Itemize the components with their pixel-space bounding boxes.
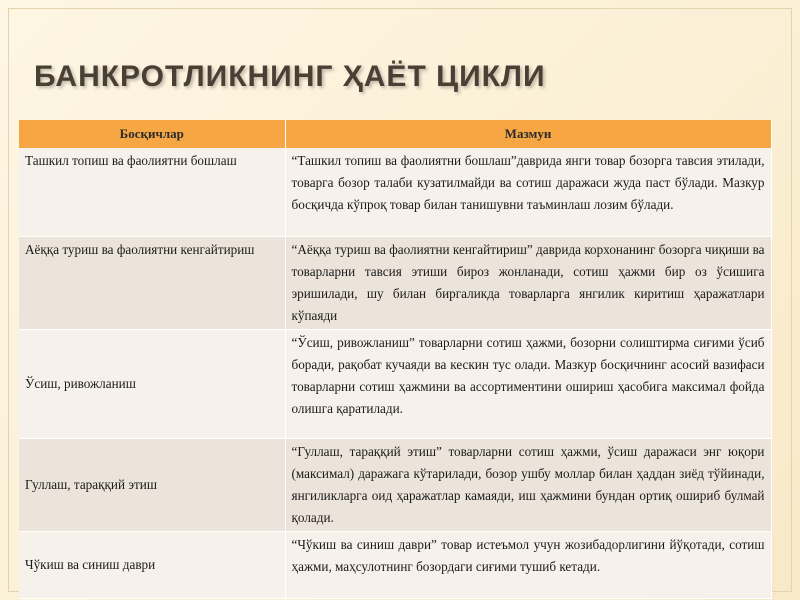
- table-row: [19, 532, 771, 599]
- table-row: [19, 439, 771, 532]
- content-cell: “Ташкил топиш ва фаолиятни бошлаш”даврида янги товар бозорга тавсия этилади, товарга бозор талаби кузатилмайди ва сотиш даражаси жуда паст бўлади. Мазкур босқичда кўпроқ товар билан танишувни таъминлаш лозим бўлади.: [285, 148, 771, 237]
- column-header-content: Мазмун: [285, 120, 771, 148]
- table-row: [19, 148, 771, 237]
- stage-cell: Гуллаш, тараққий этиш: [19, 439, 285, 532]
- content-cell: “Гуллаш, тараққий этиш” товарларни сотиш ҳажми, ўсиш даражаси энг юқори (максимал) даражага кўтарилади, бозор ушбу моллар билан ҳаддан зиёд тўйинади, янгиликларга оид ҳаражатлар камаяди, иш ҳажмини бундан ортиқ ошириб булмай қолади.: [285, 439, 771, 532]
- table-header-row: [19, 120, 771, 148]
- stage-cell: Ташкил топиш ва фаолиятни бошлаш: [19, 148, 285, 237]
- lifecycle-table: [19, 120, 772, 599]
- page-title: БАНКРОТЛИКНИНГ ҲАЁТ ЦИКЛИ: [34, 60, 546, 93]
- table-row: [19, 330, 771, 439]
- stage-cell: Аёққа туриш ва фаолиятни кенгайтириш: [19, 237, 285, 330]
- content-cell: “Аёққа туриш ва фаолиятни кенгайтириш” даврида корхонанинг бозорга чиқиши ва товарларни тавсия этиши бироз жонланади, сотиш ҳажми бир оз ўсишига эришилади, шу билан биргаликда товарларга янгилик киритиш ҳаражатлари кўпаяди: [285, 237, 771, 330]
- column-header-stages: Босқичлар: [19, 120, 285, 148]
- stage-cell: Ўсиш, ривожланиш: [19, 330, 285, 439]
- stage-cell: Чўкиш ва синиш даври: [19, 532, 285, 599]
- table-row: [19, 237, 771, 330]
- content-cell: “Ўсиш, ривожланиш” товарларни сотиш ҳажми, бозорни солиштирма сиғими ўсиб боради, рақобат кучаяди ва кескин тус олади. Мазкур босқичнинг асосий вазифаси товарларни сотиш ҳажмини ва ассортиментини ошириш ҳасобига максимал фойда олишга қаратилади.: [285, 330, 771, 439]
- content-cell: “Чўкиш ва синиш даври” товар истеъмол учун жозибадорлигини йўқотади, сотиш ҳажми, маҳсулотнинг бозордаги сиғими тушиб кетади.: [285, 532, 771, 599]
